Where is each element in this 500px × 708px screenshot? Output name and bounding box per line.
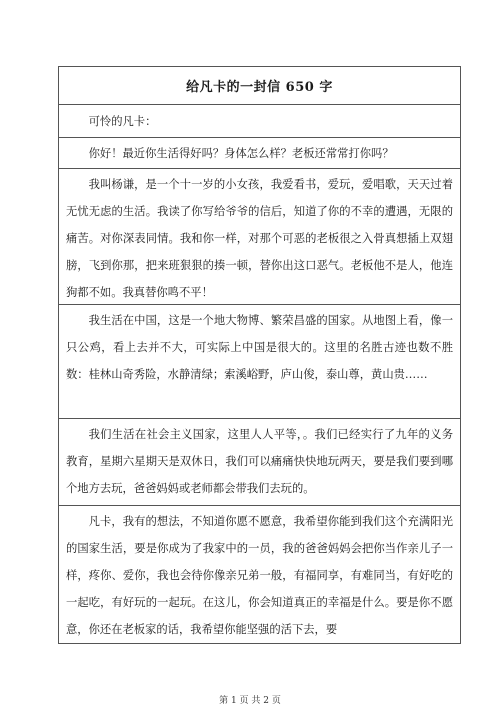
greeting-row [59, 105, 460, 138]
paragraph-text: 凡卡，我有的想法，不知道你愿不愿意，我希望你能到我们这个充满阳光的国家生活，要是你成为了我家中的一员，我的爸爸妈妈会把你当作亲儿子一样，疼你、爱你，我也会待你像亲兄弟一般，有福同享，有难同当，有好吃的一起吃，有好玩的一起玩。在这儿，你会知道真正的幸福是什么。要是你不愿意，你还在老板家的话，我希望你能坚强的活下去，要 [66, 515, 453, 636]
greeting-text: 可怜的凡卡： [88, 115, 157, 128]
title-row [59, 67, 460, 105]
paragraph-row [59, 419, 460, 506]
document-title: 给凡卡的一封信 650 字 [186, 80, 333, 95]
paragraph-text: 我生活在中国，这是一个地大物博、繁荣昌盛的国家。从地图上看，像一只公鸡，看上去并不大，可实际上中国是很大的。这里的名胜古迹也数不胜数：桂林山奇秀险，水静清绿；索溪峪野，庐山俊，泰山尊，黄山贵…… [66, 314, 453, 381]
paragraph-row [59, 305, 460, 419]
paragraph-row [59, 506, 460, 644]
letter-table [58, 66, 461, 644]
paragraph-row [59, 169, 460, 305]
paragraph-text: 我们生活在社会主义国家，这里人人平等，。我们已经实行了九年的义务教育，星期六星期天是双休日，我们可以痛痛快快地玩两天，要是我们要到哪个地方去玩，爸爸妈妈或老师都会带我们去玩的。 [66, 428, 453, 495]
page-number-footer: 第 1 页 共 2 页 [219, 696, 281, 706]
hello-row [59, 138, 460, 169]
hello-text: 你好！最近你生活得好吗？身体怎么样？老板还常常打你吗？ [88, 147, 394, 160]
paragraph-text: 我叫杨谦，是一个十一岁的小女孩，我爱看书，爱玩，爱唱歌，天天过着无忧无虑的生活。我读了你写给爷爷的信后，知道了你的不幸的遭遇，无限的痛苦。对你深表同情。我和你一样，对那个可恶的老板很之入骨真想插上双翅膀，飞到你那，把来班狠狠的揍一顿，替你出这口恶气。老板他不是人，他连狗都不如。我真替你鸣不平！ [66, 178, 453, 299]
